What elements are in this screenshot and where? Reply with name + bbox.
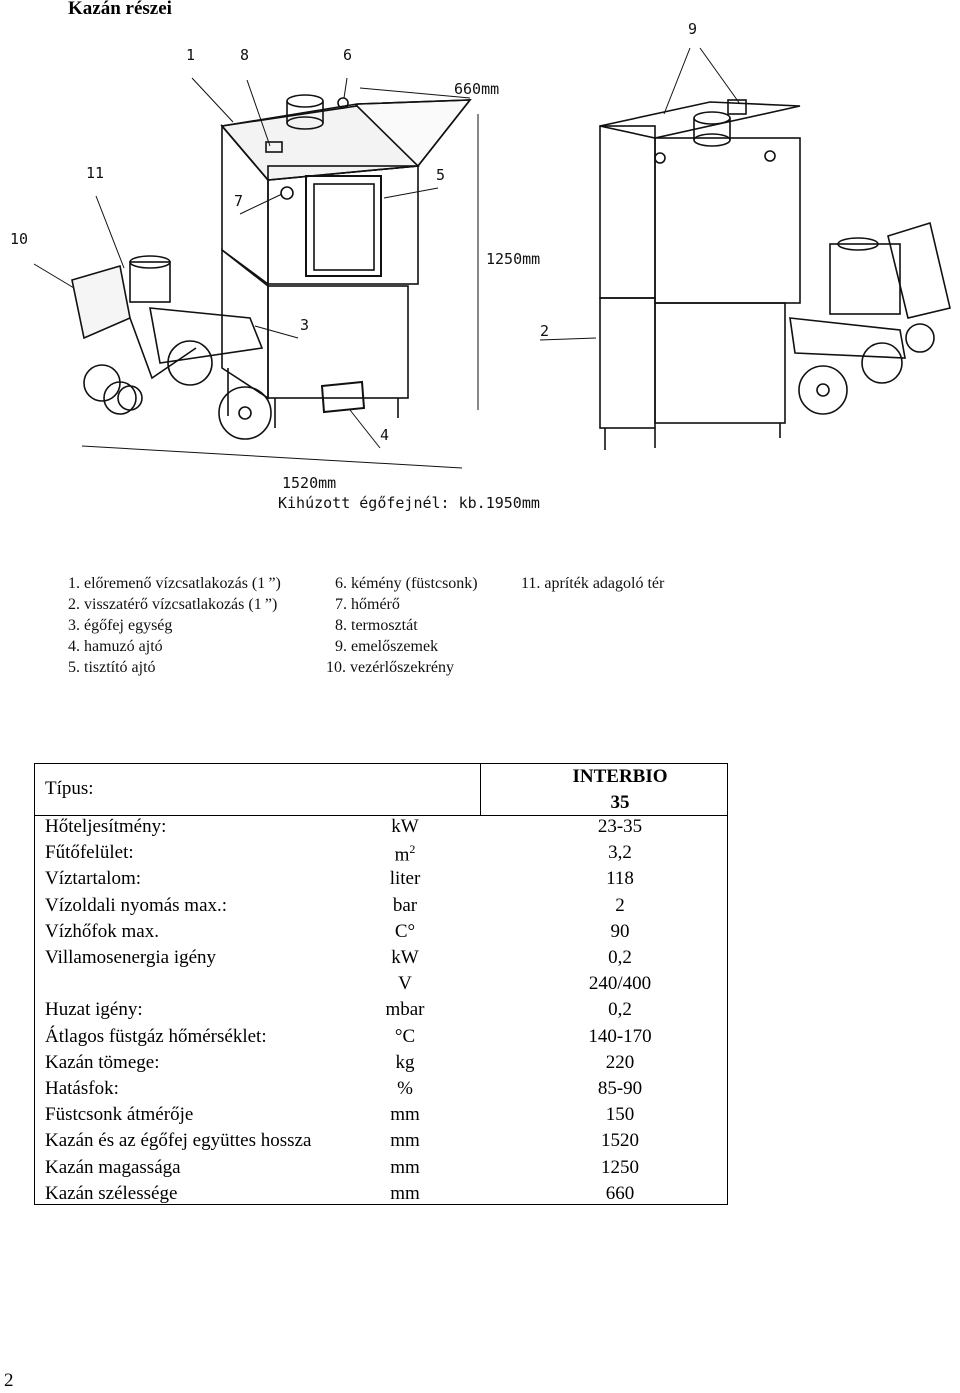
row-value: 0,2	[608, 999, 632, 1021]
boiler-front-view	[34, 78, 478, 468]
row-unit	[355, 868, 455, 890]
unit-text: °C	[394, 1025, 416, 1047]
unit-text: liter	[389, 868, 421, 890]
row-value: 240/400	[588, 973, 652, 995]
legend-item: 5. tisztító ajtó	[68, 659, 156, 676]
callout-3: 3	[300, 316, 310, 334]
row-label: Kazán szélessége	[45, 1182, 178, 1204]
table-row	[35, 842, 727, 868]
unit-text: bar	[392, 894, 418, 916]
row-value: 0,2	[608, 947, 632, 968]
dimension-note: Kihúzott égőfejnél: kb.1950mm	[278, 494, 540, 512]
legend-item: 7. hőmérő	[335, 596, 400, 613]
row-value: 3,2	[608, 842, 632, 864]
table-row	[35, 1026, 727, 1052]
dimension-height: 1250mm	[486, 250, 541, 268]
legend-item: 9. emelőszemek	[335, 638, 439, 655]
row-value: 660	[605, 1182, 635, 1204]
table-row	[35, 921, 727, 947]
row-value: 150	[605, 1104, 635, 1126]
row-label: Vízhőfok max.	[45, 920, 159, 942]
row-label: Hőteljesítmény:	[45, 816, 167, 837]
unit-superscript: 2	[409, 842, 416, 857]
unit-text: V	[398, 973, 412, 995]
unit-text: mm	[390, 1182, 420, 1204]
legend-item: 10. vezérlőszekrény	[326, 659, 454, 676]
table-row	[35, 1104, 727, 1130]
table-row	[35, 816, 727, 842]
table-row	[35, 999, 727, 1025]
table-row	[35, 973, 727, 999]
legend-item: 6. kémény (füstcsonk)	[335, 575, 478, 592]
table-row	[35, 1078, 727, 1104]
unit-text: %	[397, 1078, 413, 1099]
table-row	[35, 895, 727, 921]
legend-item: 8. termosztát	[335, 617, 418, 634]
callout-5: 5	[436, 166, 446, 184]
callout-11: 11	[86, 164, 105, 182]
row-unit	[355, 1026, 455, 1048]
row-unit	[355, 973, 455, 995]
legend-item: 2. visszatérő vízcsatlakozás (1 ”)	[68, 596, 278, 613]
boiler-technical-drawing	[0, 18, 960, 538]
callout-7: 7	[234, 192, 244, 210]
legend-item: 1. előremenő vízcsatlakozás (1 ”)	[68, 575, 281, 592]
callout-1: 1	[186, 46, 196, 64]
row-label: Huzat igény:	[45, 999, 143, 1021]
unit-text: kW	[391, 947, 419, 968]
row-label: Villamosenergia igény	[45, 947, 217, 968]
callout-2: 2	[540, 322, 550, 340]
table-row	[35, 1183, 727, 1209]
spec-table	[34, 763, 728, 1205]
row-unit	[355, 842, 455, 866]
page-number: 2	[4, 1370, 14, 1391]
type-label: Típus:	[45, 778, 94, 799]
callout-10: 10	[10, 230, 29, 248]
row-value: 118	[606, 868, 634, 890]
unit-text: C°	[394, 920, 416, 942]
unit-text: kW	[391, 816, 419, 837]
callout-6: 6	[343, 46, 353, 64]
page-title: Kazán részei	[68, 0, 172, 19]
row-value: 220	[605, 1051, 635, 1073]
row-unit	[355, 947, 455, 969]
dimension-width: 660mm	[454, 80, 500, 98]
row-label: Kazán tömege:	[45, 1051, 160, 1073]
callout-8: 8	[240, 46, 250, 64]
callout-4: 4	[380, 426, 390, 444]
table-row	[35, 1157, 727, 1183]
dimension-length: 1520mm	[282, 474, 337, 492]
row-value: 85-90	[597, 1078, 643, 1099]
row-label: Vízoldali nyomás max.:	[45, 894, 228, 916]
row-value: 2	[615, 894, 625, 916]
unit-text: mm	[390, 1156, 420, 1178]
row-label: Füstcsonk átmérője	[45, 1104, 194, 1126]
row-value: 1520	[601, 1130, 639, 1152]
boiler-rear-view	[540, 48, 950, 450]
table-row	[35, 868, 727, 894]
unit-text: m	[394, 844, 410, 866]
legend-item: 4. hamuzó ajtó	[68, 638, 163, 655]
unit-text: mm	[390, 1130, 420, 1152]
row-label: Fűtőfelület:	[45, 842, 134, 864]
row-value: 90	[610, 920, 630, 942]
row-unit	[355, 1183, 455, 1205]
unit-text: mbar	[385, 999, 425, 1021]
row-value: 1250	[601, 1156, 639, 1178]
row-unit	[355, 1130, 455, 1152]
row-unit	[355, 1052, 455, 1074]
row-value: 23-35	[597, 816, 643, 837]
drawing-labels	[10, 20, 697, 512]
row-label: Kazán és az égőfej együttes hossza	[45, 1130, 312, 1152]
row-label: Víztartalom:	[45, 868, 142, 890]
row-label: Hatásfok:	[45, 1078, 119, 1099]
legend-item: 3. égőfej egység	[68, 617, 173, 634]
table-row	[35, 947, 727, 973]
unit-text: kg	[395, 1051, 415, 1073]
callout-9: 9	[688, 20, 698, 38]
row-value: 140-170	[588, 1025, 652, 1047]
table-row	[35, 1052, 727, 1078]
table-row	[35, 1130, 727, 1156]
model-name: INTERBIO 35	[572, 766, 668, 813]
row-label: Átlagos füstgáz hőmérséklet:	[45, 1025, 267, 1047]
row-unit	[355, 999, 455, 1021]
row-unit	[355, 1078, 455, 1100]
row-unit	[355, 1104, 455, 1126]
row-unit	[355, 921, 455, 943]
row-unit	[355, 1157, 455, 1179]
row-unit	[355, 816, 455, 838]
legend-item: 11. apríték adagoló tér	[521, 575, 665, 592]
row-label: Kazán magassága	[45, 1156, 181, 1178]
unit-text: mm	[390, 1104, 420, 1126]
row-unit	[355, 895, 455, 917]
